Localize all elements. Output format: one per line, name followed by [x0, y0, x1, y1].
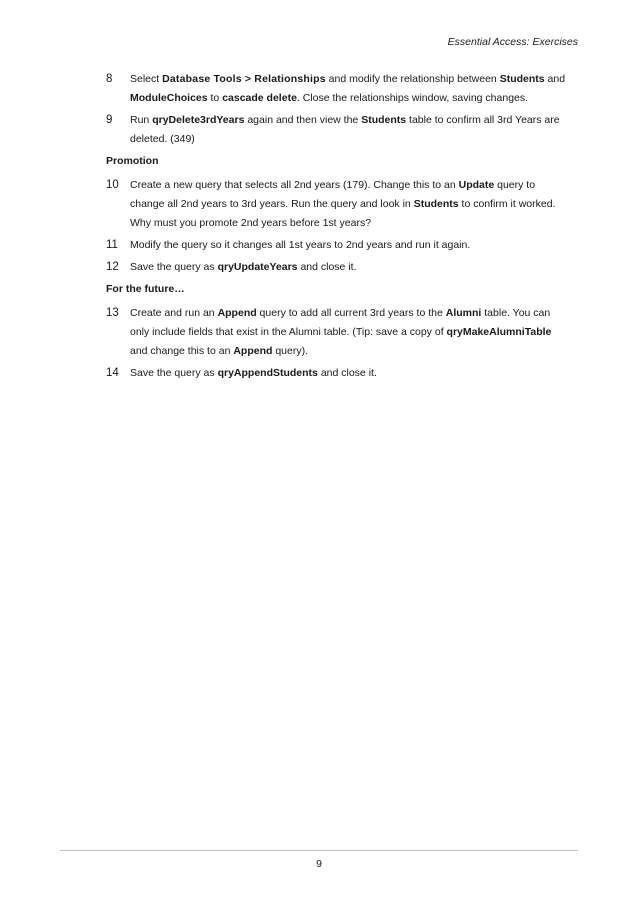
- exercise-item: [106, 111, 576, 149]
- text-run: only include fields that exist in the Alumni table. (Tip: save a copy of: [130, 326, 447, 338]
- exercise-number: 13: [106, 307, 119, 319]
- text-run: Create a new query that selects all 2nd years (179). Change this to an: [130, 179, 459, 191]
- exercise-text-line: [130, 176, 576, 195]
- text-run: change all 2nd years to 3rd years. Run the query and look in: [130, 198, 414, 210]
- text-run: to: [207, 92, 223, 104]
- text-run: deleted. (349): [130, 133, 195, 145]
- emphasized-text: qryAppendStudents: [217, 367, 318, 379]
- emphasized-text: Students: [413, 198, 459, 210]
- exercise-number: 9: [106, 114, 113, 126]
- exercise-content: [106, 70, 576, 386]
- exercise-item: [106, 304, 576, 361]
- text-run: Run: [130, 114, 153, 126]
- text-run: query to add all current 3rd years to the: [256, 307, 446, 319]
- text-run: to confirm it worked.: [458, 198, 556, 210]
- text-run: Save the query as: [130, 367, 218, 379]
- exercise-text-line: [130, 304, 576, 323]
- emphasized-text: Alumni: [445, 307, 482, 319]
- exercise-number: 11: [106, 239, 118, 251]
- emphasized-text: ModuleChoices: [130, 92, 208, 104]
- emphasized-text: Database Tools > Relationships: [162, 73, 326, 85]
- text-run: Select: [130, 73, 163, 85]
- exercise-item: [106, 236, 576, 255]
- text-run: and: [544, 73, 566, 85]
- text-run: Why must you promote 2nd years before 1st years?: [130, 217, 372, 229]
- exercise-item: [106, 258, 576, 277]
- emphasized-text: cascade delete: [222, 92, 297, 104]
- emphasized-text: Append: [217, 307, 257, 319]
- text-run: and change this to an: [130, 345, 234, 357]
- exercise-list-a: [106, 70, 576, 149]
- text-run: Create and run an: [130, 307, 218, 319]
- exercise-number: 10: [106, 179, 119, 191]
- exercise-item: [106, 176, 576, 233]
- text-run: table to confirm all 3rd Years are: [406, 114, 560, 126]
- text-run: query to: [494, 179, 536, 191]
- exercise-item: [106, 70, 576, 108]
- text-run: Save the query as: [130, 261, 218, 273]
- emphasized-text: Append: [233, 345, 273, 357]
- exercise-number: 14: [106, 367, 119, 379]
- emphasized-text: Students: [361, 114, 407, 126]
- page-number: 9: [316, 858, 322, 870]
- exercise-list-b: [106, 176, 576, 277]
- exercise-text-line: [130, 89, 576, 108]
- emphasized-text: qryUpdateYears: [217, 261, 298, 273]
- emphasized-text: qryMakeAlumniTable: [446, 326, 552, 338]
- exercise-number: 8: [106, 73, 113, 85]
- emphasized-text: Update: [458, 179, 495, 191]
- text-run: and close it.: [317, 367, 377, 379]
- exercise-text-line: [130, 258, 576, 277]
- text-run: and modify the relationship between: [325, 73, 500, 85]
- text-run: and close it.: [297, 261, 357, 273]
- text-run: again and then view the: [244, 114, 362, 126]
- exercise-item: [106, 364, 576, 383]
- section-heading-future: For the future…: [106, 283, 185, 295]
- exercise-text-line: [130, 342, 576, 361]
- emphasized-text: Students: [499, 73, 545, 85]
- exercise-text-line: [130, 364, 576, 383]
- text-run: query).: [272, 345, 309, 357]
- exercise-list-c: [106, 304, 576, 383]
- exercise-text-line: [130, 111, 576, 130]
- exercise-text-line: [130, 130, 576, 149]
- exercise-number: 12: [106, 261, 119, 273]
- emphasized-text: qryDelete3rdYears: [152, 114, 245, 126]
- exercise-text-line: [130, 70, 576, 89]
- text-run: Modify the query so it changes all 1st years to 2nd years and run it again.: [130, 239, 471, 251]
- exercise-text-line: [130, 323, 576, 342]
- running-header: Essential Access: Exercises: [447, 36, 578, 48]
- text-run: table. You can: [481, 307, 551, 319]
- text-run: . Close the relationships window, saving changes.: [296, 92, 529, 104]
- exercise-text-line: [130, 214, 576, 233]
- exercise-text-line: [130, 195, 576, 214]
- exercise-text-line: [130, 236, 576, 255]
- section-heading-promotion: Promotion: [106, 155, 159, 167]
- footer-divider: [60, 850, 578, 851]
